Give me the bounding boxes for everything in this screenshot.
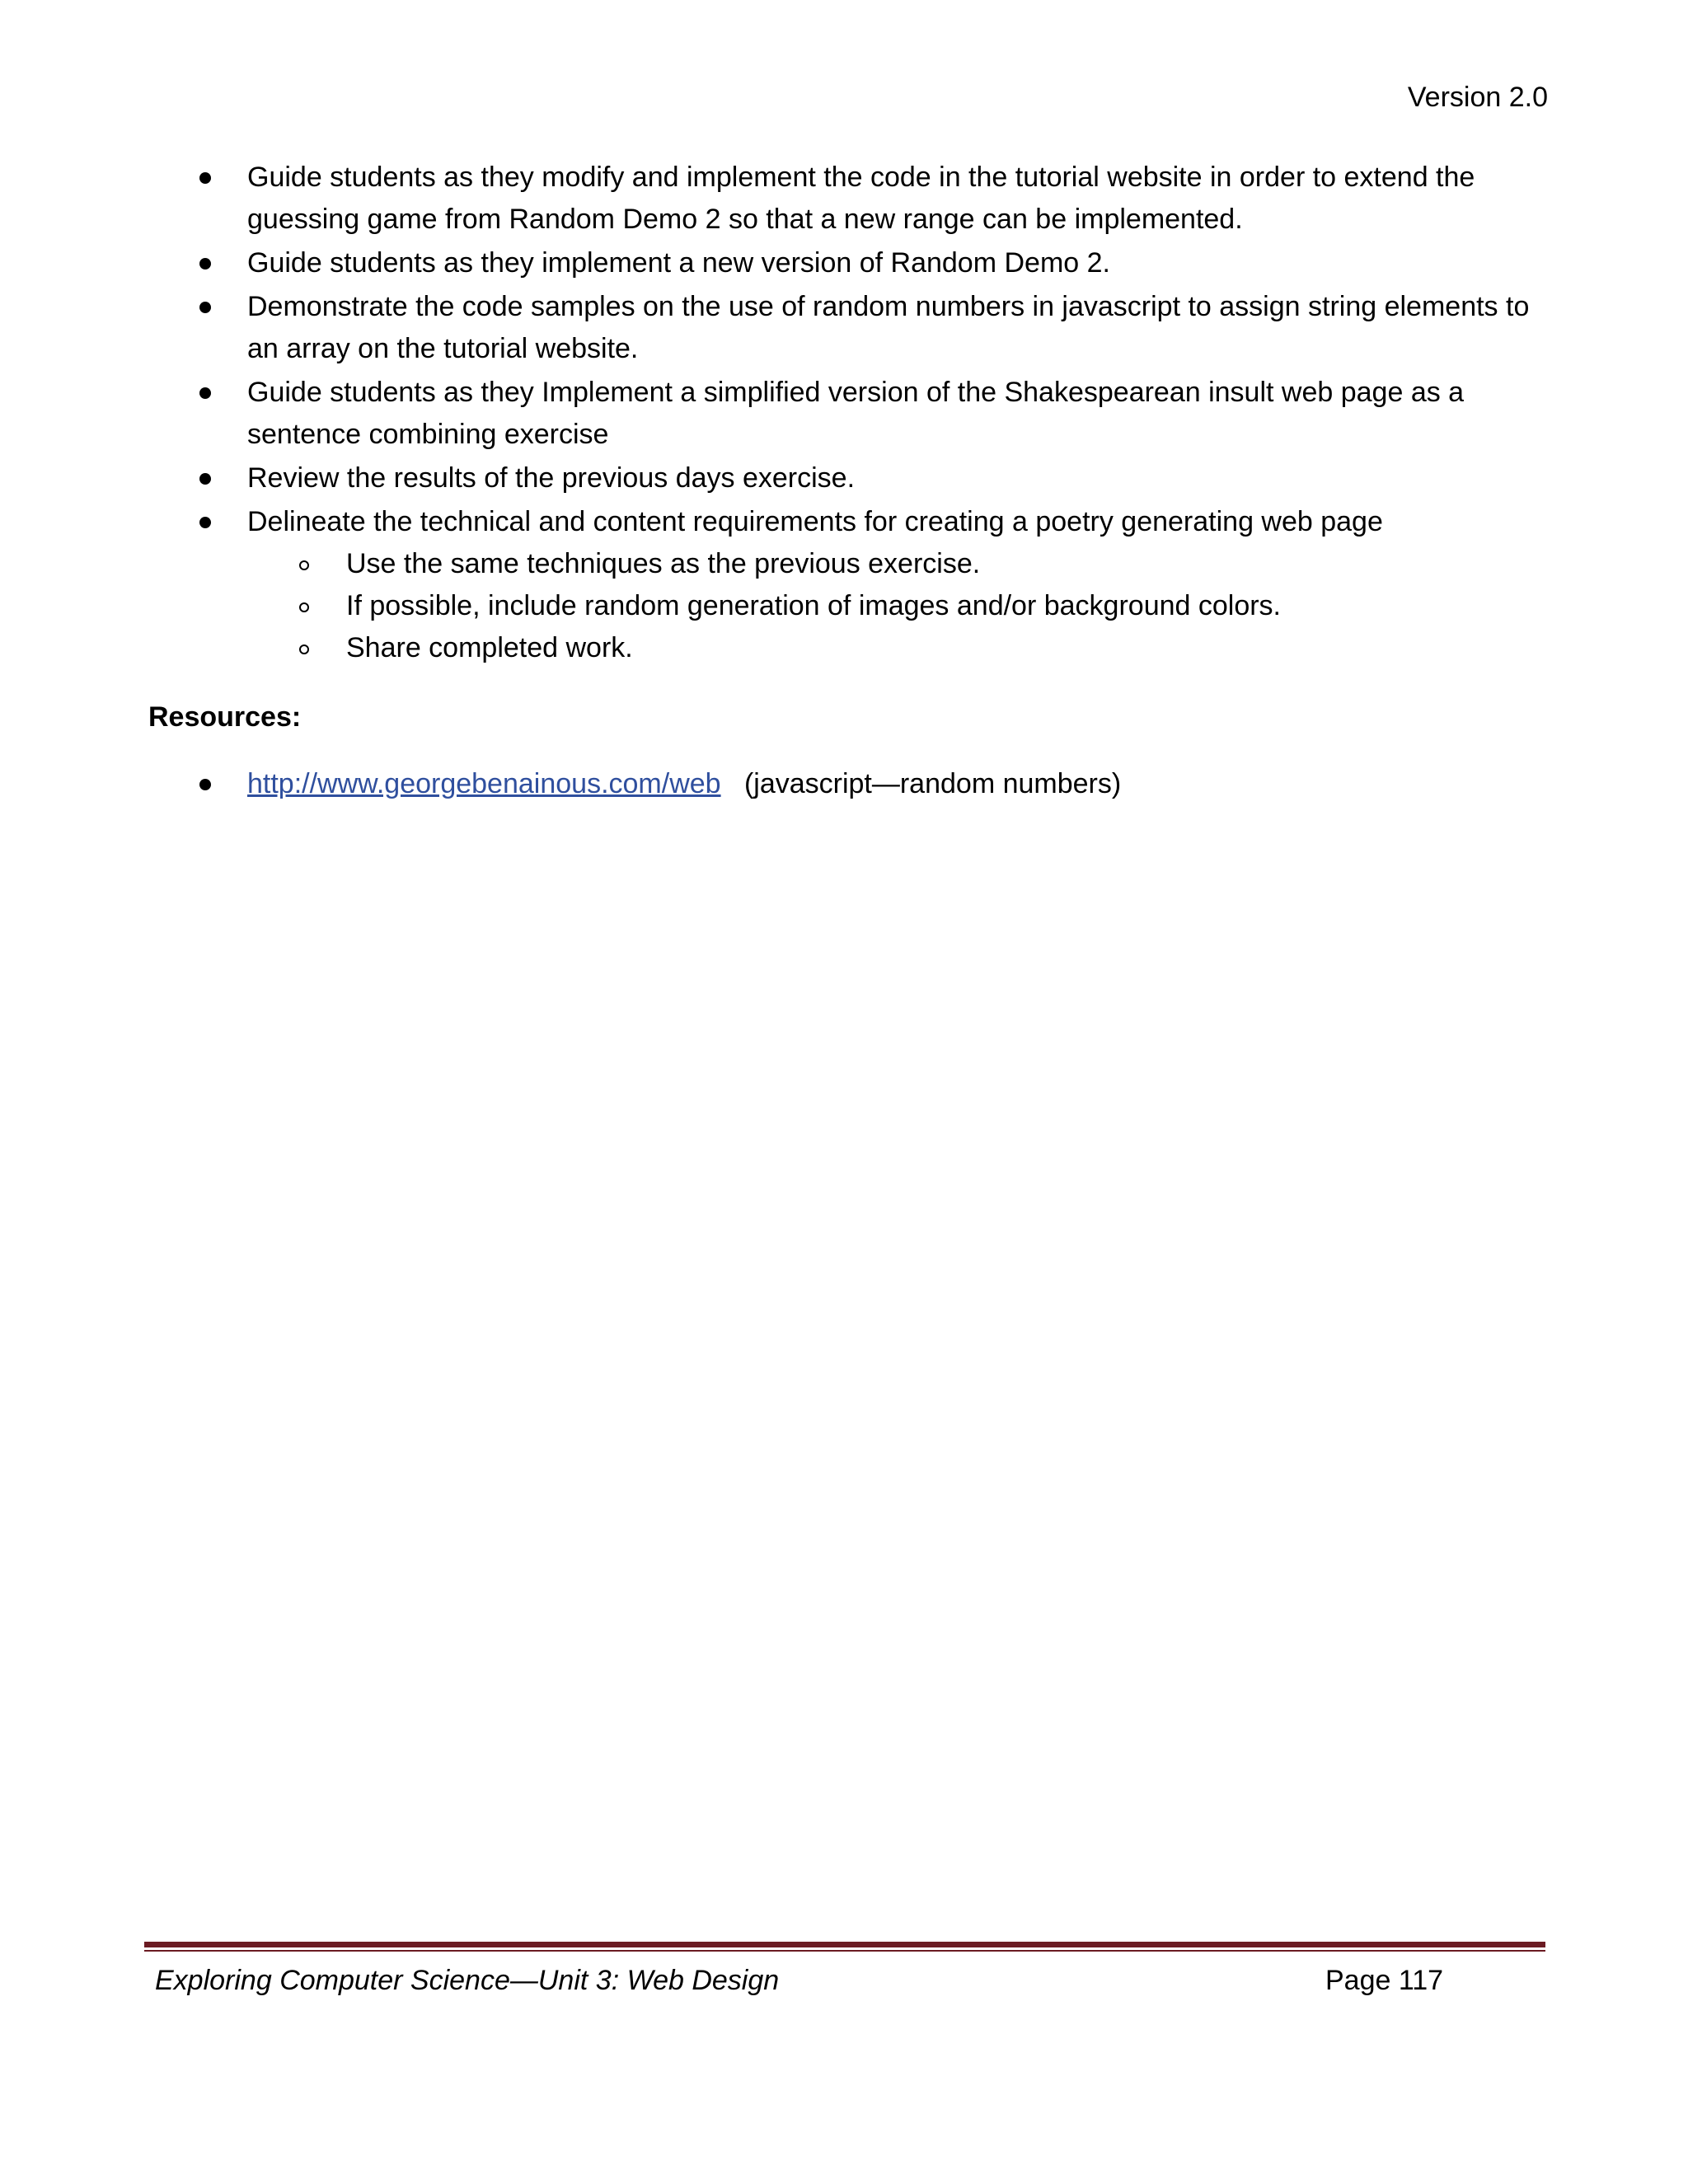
footer-rule-thin [144, 1950, 1545, 1952]
bullet-icon [199, 302, 211, 313]
list-item [148, 286, 1550, 370]
bullet-icon [199, 473, 211, 485]
sub-list-item-text: Share completed work. [346, 632, 633, 663]
bullet-icon [199, 387, 211, 399]
resources-heading: Resources: [148, 701, 302, 733]
version-label: Version 2.0 [1407, 82, 1548, 113]
list-item [148, 457, 1550, 499]
list-item-text: Guide students as they modify and implement the code in the tutorial website in order to extend the guessing game from Random Demo 2 so that a new range can be implemented. [247, 162, 1475, 235]
page-content [148, 157, 1550, 805]
resource-item [148, 763, 1550, 805]
bullet-list [148, 157, 1550, 669]
circle-bullet-icon [299, 644, 309, 654]
footer-rule [144, 1942, 1545, 1947]
sub-list-item-text: If possible, include random generation of images and/or background colors. [346, 590, 1282, 621]
footer-title: Exploring Computer Science—Unit 3: Web Design [155, 1965, 780, 1996]
bullet-icon [199, 517, 211, 528]
sub-list-item [148, 543, 1550, 585]
list-item [148, 242, 1550, 284]
resources-list [148, 763, 1550, 805]
page-number: Page 117 [1325, 1965, 1444, 1996]
list-item [148, 501, 1550, 669]
bullet-icon [199, 779, 211, 790]
list-item-text: Guide students as they implement a new version of Random Demo 2. [247, 247, 1110, 279]
resource-note-spacer [729, 768, 744, 799]
resource-note: (javascript—random numbers) [743, 768, 1122, 799]
bullet-icon [199, 172, 211, 184]
list-item-text: Guide students as they Implement a simplified version of the Shakespearean insult web page as a sentence combining exercise [247, 377, 1465, 450]
sub-list-item [148, 585, 1550, 627]
sub-list-item [148, 627, 1550, 669]
list-item-text: Review the results of the previous days exercise. [247, 462, 856, 494]
sub-bullet-list [247, 543, 1550, 669]
list-item [148, 157, 1550, 241]
bullet-icon [199, 258, 211, 269]
sub-list-item-text: Use the same techniques as the previous exercise. [346, 548, 981, 579]
list-item-text: Demonstrate the code samples on the use of random numbers in javascript to assign string elements to an array on the tutorial website. [247, 291, 1530, 364]
resource-link[interactable]: http://www.georgebenainous.com/web [247, 768, 721, 799]
circle-bullet-icon [299, 602, 309, 612]
list-item [148, 372, 1550, 456]
circle-bullet-icon [299, 560, 309, 570]
list-item-text: Delineate the technical and content requirements for creating a poetry generating web page [247, 506, 1383, 537]
